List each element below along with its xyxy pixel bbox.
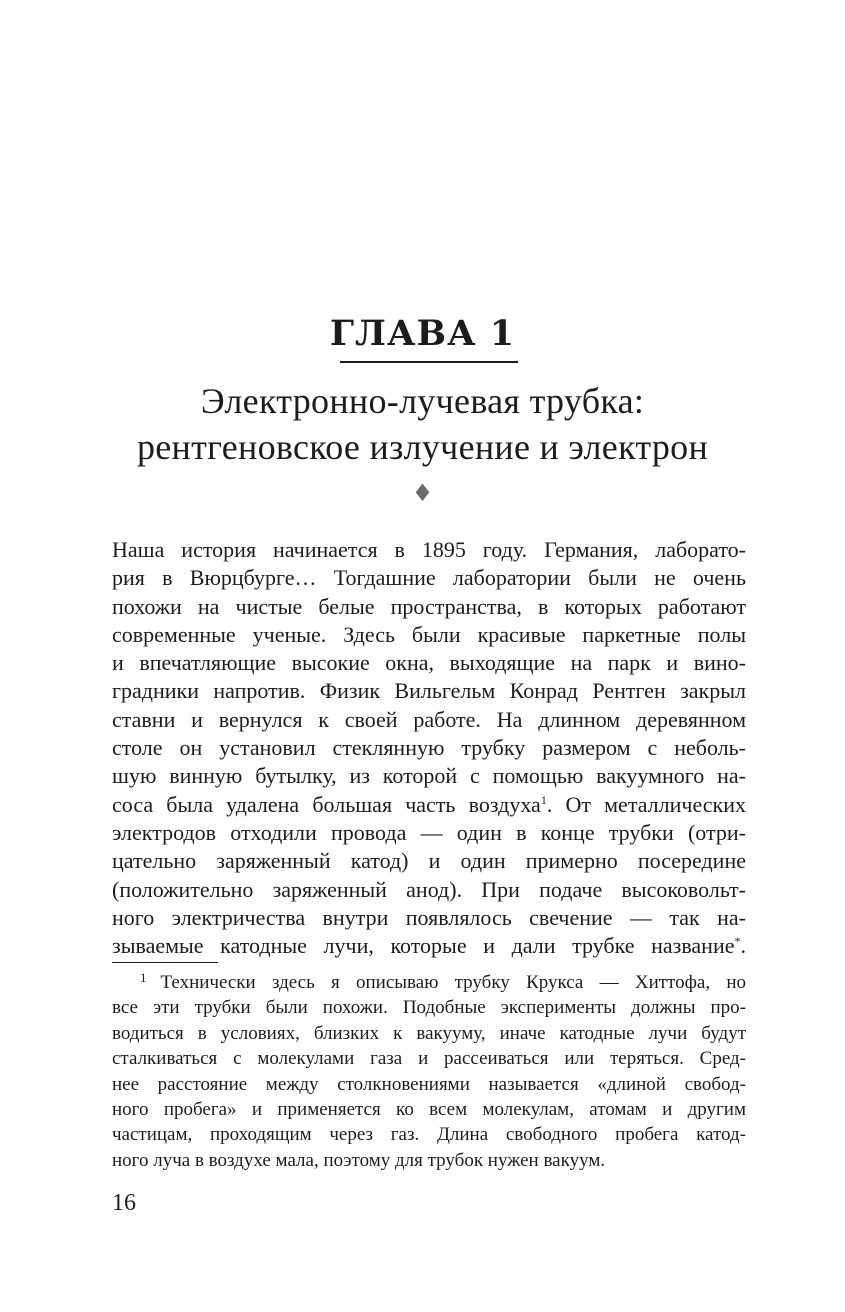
footnote-marker: 1 [140,970,147,985]
body-line: ного электричества внутри появлялось свечение — так на- [112,904,746,930]
body-line: шую винную бутылку, из которой с помощью вакуумного на- [112,763,746,789]
footnote-line: водиться в условиях, близких к вакууму, иначе катодные лучи будут [112,1022,746,1044]
page-number: 16 [112,1190,136,1216]
asterisk-note-reference[interactable]: * [734,934,741,949]
footnote-reference[interactable]: 1 [540,792,547,807]
body-line: электродов отходили провода — один в конце трубки (отри- [112,819,746,845]
footnote-separator [112,962,218,963]
body-line: современные ученые. Здесь были красивые паркетные полы [112,621,746,647]
footnote-text-fragment: Технически здесь я описываю трубку Крукса — Хиттофа, но [160,972,746,993]
footnote-line: сталкиваться с молекулами газа и рассеиваться или теряться. Сред- [112,1048,746,1070]
body-line: градники напротив. Физик Вильгельм Конрад Рентген закрыл [112,678,746,704]
body-line: рия в Вюрцбурге… Тогдашние лаборатории были не очень [112,565,746,591]
body-line: (положительно заряженный анод). При подаче высоковольт- [112,876,746,902]
chapter-heading-underline [340,361,518,363]
diamond-ornament-icon: ♦ [411,479,434,507]
body-line [112,932,746,960]
footnote [112,970,746,1173]
footnote-line: частицам, проходящим через газ. Длина свободного пробега катод- [112,1124,746,1146]
body-line: и впечатляющие высокие окна, выходящие на парк и вино- [112,650,746,676]
footnote-line: ного пробега» и применяется ко всем молекулам, атомам и другим [112,1098,746,1120]
chapter-subtitle [60,378,785,470]
body-line: ставни и вернулся к своей работе. На длинном деревянном [112,706,746,732]
body-text-fragment: зываемые катодные лучи, которые и дали трубке название [112,933,735,959]
body-paragraph [112,536,746,960]
body-line: столе он установил стеклянную трубку размером с неболь- [112,735,746,761]
footnote-line: нее расстояние между столкновениями называется «длиной свобод- [112,1073,746,1095]
footnote-line: ного луча в воздухе мала, поэтому для трубок нужен вакуум. [112,1149,606,1171]
chapter-subtitle-line: рентгеновское излучение и электрон [136,427,709,467]
body-text-fragment: соса была удалена большая часть воздуха [112,791,541,817]
body-line [112,791,746,819]
footnote-line [112,970,746,995]
chapter-heading: ГЛАВА 1 [329,313,516,354]
body-text-fragment: . От металлических [546,791,746,817]
body-line: Наша история начинается в 1895 году. Германия, лаборато- [112,537,746,562]
chapter-subtitle-line: Электронно-лучевая трубка: [200,381,645,421]
body-line: похожи на чистые белые пространства, в которых работают [112,593,746,619]
footnote-line: все эти трубки были похожи. Подобные эксперименты должны про- [112,997,746,1019]
body-line: цательно заряженный катод) и один примерно посередине [112,848,746,874]
body-text-fragment: . [740,933,746,959]
